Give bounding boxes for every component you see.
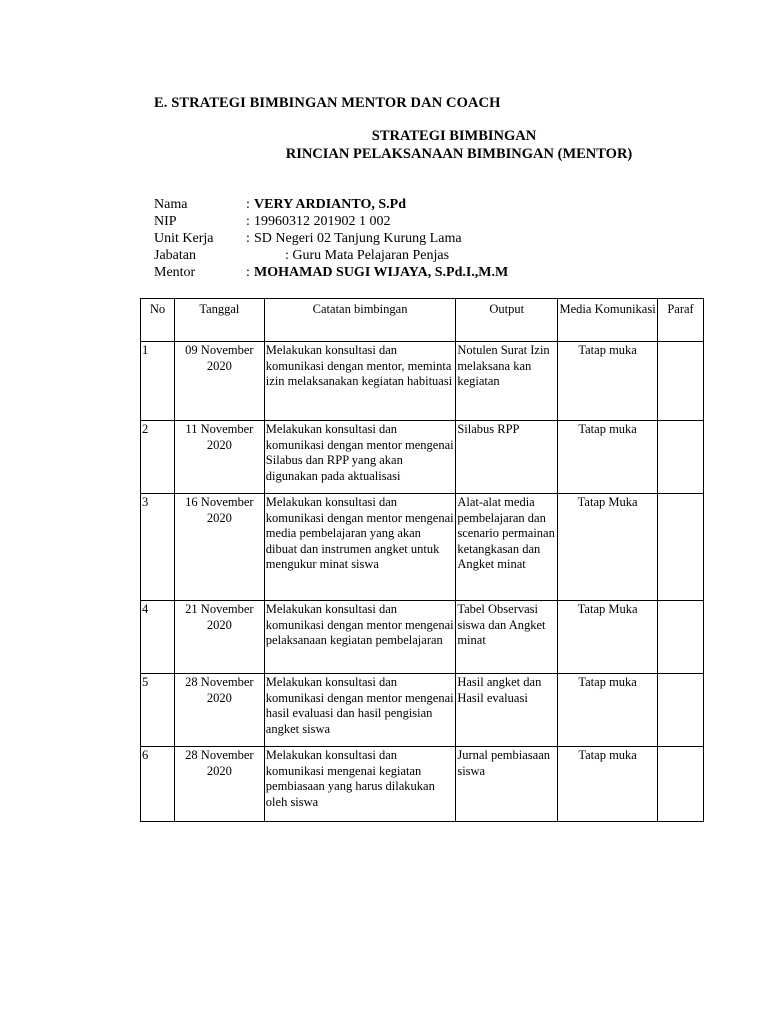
cell-paraf [658,747,704,822]
cell-output: Silabus RPP [456,421,558,494]
unit-kerja-value: SD Negeri 02 Tanjung Kurung Lama [254,231,462,246]
colon: : [246,197,250,212]
cell-media: Tatap muka [558,421,658,494]
cell-tanggal: 09 November 2020 [174,342,264,421]
mentor-value: MOHAMAD SUGI WIJAYA, S.Pd.I.,M.M [254,265,509,280]
header-output: Output [456,299,558,342]
jabatan-text: Guru Mata Pelajaran Penjas [292,248,450,263]
header-media: Media Komunikasi [558,299,658,342]
cell-output: Alat-alat media pembelajaran dan scenario permainan ketangkasan dan Angket minat [456,494,558,601]
header-no: No [141,299,175,342]
cell-media: Tatap Muka [558,601,658,674]
colon: : [246,265,250,280]
nip-label: NIP [154,214,177,229]
cell-output: Hasil angket dan Hasil evaluasi [456,674,558,747]
table-row [141,674,704,747]
unit-kerja-label: Unit Kerja [154,231,214,246]
header-tanggal: Tanggal [174,299,264,342]
table-row [141,494,704,601]
cell-no: 5 [141,674,175,747]
table-row [141,342,704,421]
info-row-unit-kerja [154,230,508,247]
cell-tanggal: 11 November 2020 [174,421,264,494]
nama-label: Nama [154,197,188,212]
cell-media: Tatap muka [558,674,658,747]
jabatan-label: Jabatan [154,248,196,263]
cell-no: 1 [141,342,175,421]
section-title: E. STRATEGI BIMBINGAN MENTOR DAN COACH [154,95,501,111]
cell-tanggal: 28 November 2020 [174,747,264,822]
table-row [141,421,704,494]
cell-output: Notulen Surat Izin melaksana kan kegiatan [456,342,558,421]
cell-tanggal: 21 November 2020 [174,601,264,674]
info-row-nama [154,196,508,213]
cell-no: 4 [141,601,175,674]
cell-paraf [658,342,704,421]
cell-media: Tatap muka [558,747,658,822]
cell-tanggal: 16 November 2020 [174,494,264,601]
info-row-jabatan [154,247,508,264]
jabatan-value [246,247,449,264]
info-row-mentor [154,264,508,281]
nip-value: 19960312 201902 1 002 [254,214,391,229]
table-row [141,601,704,674]
colon: : [246,231,250,246]
mentor-label: Mentor [154,265,196,280]
colon: : [285,248,289,263]
table-header-row [141,299,704,342]
cell-catatan: Melakukan konsultasi dan komunikasi dengan mentor mengenai pelaksanaan kegiatan pembelajaran [264,601,456,674]
document-title: STRATEGI BIMBINGAN [371,128,537,144]
cell-paraf [658,601,704,674]
cell-no: 6 [141,747,175,822]
cell-paraf [658,494,704,601]
cell-catatan: Melakukan konsultasi dan komunikasi dengan mentor mengenai Silabus dan RPP yang akan digunakan pada aktualisasi [264,421,456,494]
cell-catatan: Melakukan konsultasi dan komunikasi mengenai kegiatan pembiasaan yang harus dilakukan oleh siswa [264,747,456,822]
document-subtitle: RINCIAN PELAKSANAAN BIMBINGAN (MENTOR) [285,146,633,162]
cell-output: Tabel Observasi siswa dan Angket minat [456,601,558,674]
colon: : [246,214,250,229]
cell-no: 2 [141,421,175,494]
header-paraf: Paraf [658,299,704,342]
mentoring-table [140,298,704,822]
cell-paraf [658,674,704,747]
mentee-info [154,196,508,281]
cell-media: Tatap muka [558,342,658,421]
info-row-nip [154,213,508,230]
cell-no: 3 [141,494,175,601]
header-catatan: Catatan bimbingan [264,299,456,342]
cell-catatan: Melakukan konsultasi dan komunikasi dengan mentor mengenai hasil evaluasi dan hasil pengisian angket siswa [264,674,456,747]
cell-media: Tatap Muka [558,494,658,601]
cell-catatan: Melakukan konsultasi dan komunikasi dengan mentor, meminta izin melaksanakan kegiatan habituasi [264,342,456,421]
cell-tanggal: 28 November 2020 [174,674,264,747]
table-row [141,747,704,822]
cell-output: Jurnal pembiasaan siswa [456,747,558,822]
cell-paraf [658,421,704,494]
cell-catatan: Melakukan konsultasi dan komunikasi dengan mentor mengenai media pembelajaran yang akan dibuat dan instrumen angket untuk mengukur minat siswa [264,494,456,601]
nama-value: VERY ARDIANTO, S.Pd [254,197,406,212]
